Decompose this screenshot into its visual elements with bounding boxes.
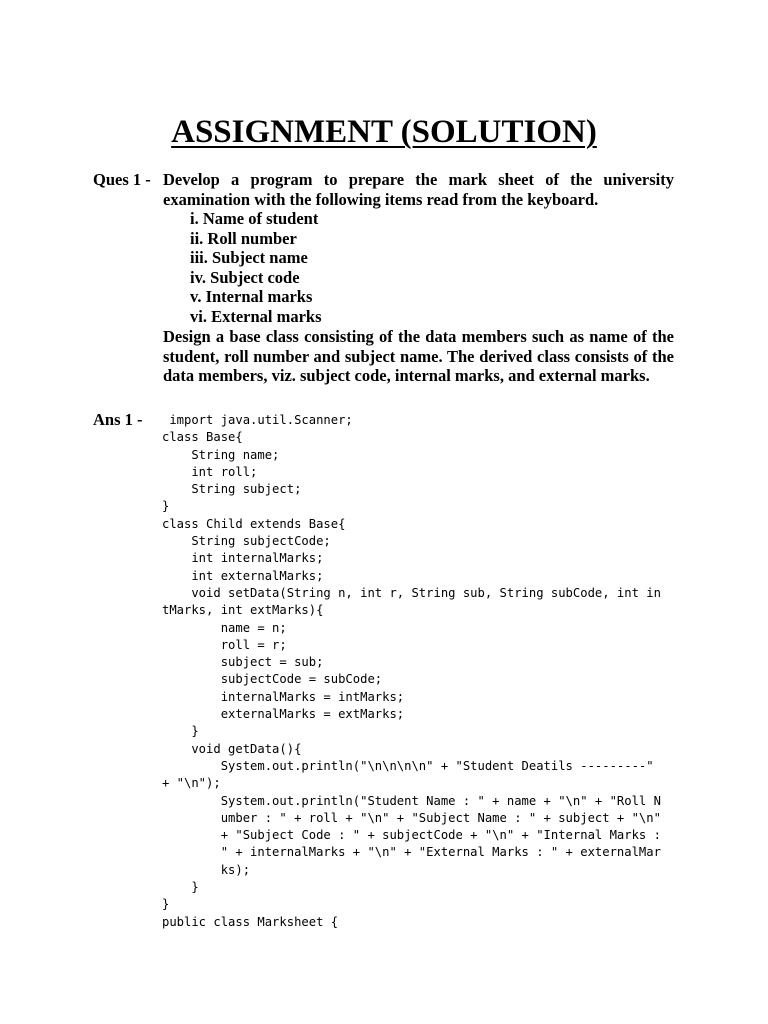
question-intro-line-2: examination with the following items read from the keyboard.	[163, 189, 599, 209]
list-item: ii. Roll number	[190, 228, 297, 248]
list-item: i. Name of student	[190, 209, 319, 228]
code-line: subjectCode = subCode;	[162, 672, 383, 687]
code-line: void setData(String n, int r, String sub, String subCode, int in	[162, 585, 661, 600]
list-item: vi. External marks	[190, 306, 322, 326]
code-line: }	[162, 880, 199, 895]
code-line: class Base{	[162, 430, 243, 445]
code-line: int externalMarks;	[162, 568, 324, 583]
code-line: import java.util.Scanner;	[162, 413, 353, 427]
code-line: }	[162, 897, 170, 912]
code-line: class Child extends Base{	[162, 516, 346, 531]
list-item: iv. Subject code	[190, 267, 300, 287]
code-line: " + internalMarks + "\n" + "External Marks : " + externalMar	[162, 845, 661, 860]
code-line: }	[162, 499, 170, 514]
list-item: iii. Subject name	[190, 248, 308, 267]
code-line: public class Marksheet {	[162, 914, 339, 929]
code-line: ks);	[162, 862, 251, 877]
code-line: int roll;	[162, 464, 258, 479]
code-line: name = n;	[162, 620, 287, 635]
code-line: int internalMarks;	[162, 551, 324, 566]
code-line: + "Subject Code : " + subjectCode + "\n" + "Internal Marks :	[162, 828, 661, 843]
question-intro-line-1: Develop a program to prepare the mark sheet of the university	[163, 170, 674, 189]
list-item: v. Internal marks	[190, 287, 313, 306]
page-title: ASSIGNMENT (SOLUTION)	[171, 114, 597, 150]
code-line: System.out.println("Student Name : " + name + "\n" + "Roll N	[162, 793, 661, 808]
code-line: umber : " + roll + "\n" + "Subject Name : " + subject + "\n"	[162, 810, 661, 825]
code-line: externalMarks = extMarks;	[162, 707, 405, 722]
question-description: Design a base class consisting of the data members such as name of the student, roll number and subject name. The derived class consists of the data members, viz. subject code, internal marks, and external marks.	[163, 327, 674, 385]
code-line: roll = r;	[162, 637, 287, 652]
code-line: String name;	[162, 447, 280, 462]
question-intro	[163, 170, 674, 209]
code-block	[162, 412, 661, 931]
question-item-list	[190, 209, 322, 326]
question-label: Ques 1 -	[93, 170, 151, 189]
code-line: String subject;	[162, 482, 302, 497]
code-line: internalMarks = intMarks;	[162, 689, 405, 704]
code-line: String subjectCode;	[162, 534, 331, 549]
code-line: + "\n");	[162, 776, 221, 791]
answer-label: Ans 1 -	[93, 410, 143, 429]
code-line: subject = sub;	[162, 655, 324, 670]
code-line: System.out.println("\n\n\n\n" + "Student Deatils ---------"	[162, 758, 654, 773]
code-line: }	[162, 724, 199, 739]
code-line: void getData(){	[162, 741, 302, 756]
code-line: tMarks, int extMarks){	[162, 603, 324, 618]
